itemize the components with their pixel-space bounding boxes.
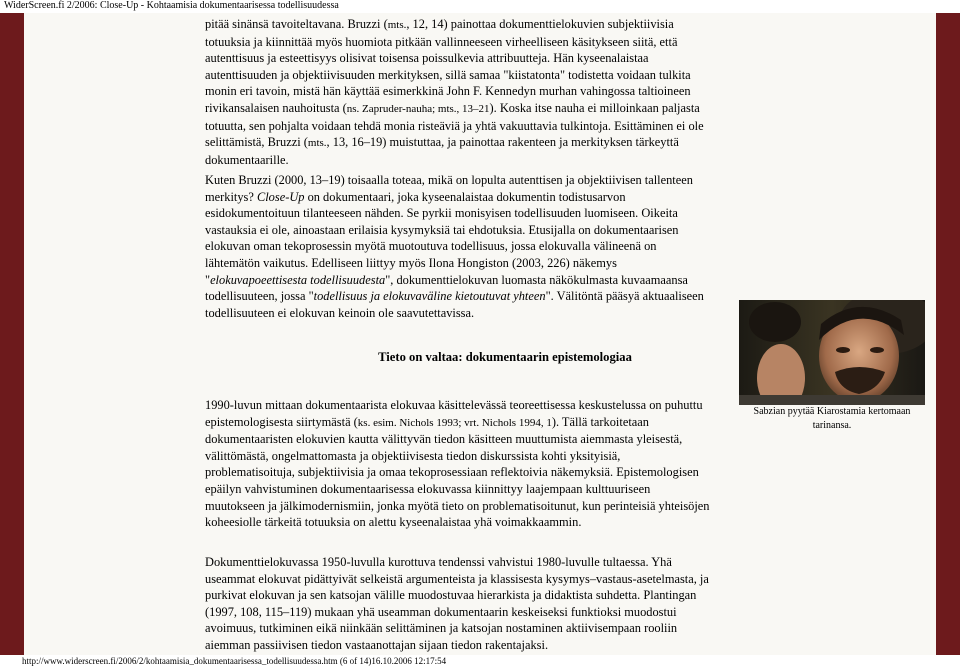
text: Dokumenttielokuvassa 1950-luvulla kurottuva tendenssi vahvistui 1980-luvulle tultaessa. Yhä useammat elokuvat pidättyivät selkeistä argumenteista ja klassisesta kysymys–vastaus-asetelmasta, ja purkivat elokuvan ja sen katsojan välille muodostuvaa hierarkista ja didaktista suhdetta. Plantingan (1997, 108, 115–119) mukaan yhä useamman dokumentaarin keskeiseksi funktioksi muodostui avoimuus, tutkiminen eikä niinkään selittäminen ja katsojan nostaminen aktiivisempaan rooliin aiemman passiivisen tiedon vastaanottajan sijaan tiedon rakentajaksi.: [205, 555, 709, 652]
text: ". Välitöntä pääsyä aktuaaliseen todellisuuteen ei elokuvan keinoin ole saavutettavissa.: [205, 289, 704, 320]
paragraph-2: [205, 172, 710, 321]
text: pitää sinänsä tavoiteltavana. Bruzzi (: [205, 17, 388, 31]
citation: mts.: [307, 137, 327, 150]
section-heading: Tieto on valtaa: dokumentaarin epistemologiaa: [378, 350, 632, 364]
page-footer-url: http://www.widerscreen.fi/2006/2/kohtaamisia_dokumentaarisessa_todellisuudessa.htm (6 of 14)16.10.2006 12:17:54: [0, 656, 960, 668]
text: on dokumentaari, joka kyseenalaistaa dokumentin todistusarvon esidokumentoituun tilanteeseen nähden. Se pyrkii monisyisen todellisuuden luomiseen. Oikeita vastauksia ei ole, ainoastaan erilaisia kysymyksiä tai ehdotuksia. Etusijalla on dokumentaarisen elokuvan oman tekoprosessin myötä muotoutuva todellisuus, jossa elokuvalla välineenä on lähtemätön vaikutus. Edelliseen liittyy myös Ilona Hongiston (2003, 226) näkemys ": [205, 189, 679, 287]
text: ). Koska itse nauha ei milloinkaan paljasta totuutta, sen pohjalta voidaan tehdä monia risteäviä ja yhtä vakuuttavia tulkintoja. Esittäminen ei ole selittämistä, Bruzzi (: [205, 100, 704, 150]
text: 1990-luvun mittaan dokumentaarista elokuvaa käsittelevässä teoreettisessa keskustelussa on puhuttu epistemologisesta siirtymästä (: [205, 398, 703, 429]
paragraph-4: [205, 554, 710, 654]
film-title: Close-Up: [256, 189, 305, 204]
paragraph-3: [205, 397, 710, 531]
text: ). Tällä tarkoitetaan dokumentaaristen elokuvien kautta välittyvän tiedon käsitteen muuttumista aiemmasta yleisestä, välittömästä, ongelmattomasta ja objektiivisesta tiedon diskurssista kohti yksityisiä, problematisoituja, subjektiivisia ja omaa tekoprosessiaan reflektoivia näkemyksiä. Epistemologisen epäilyn vahvistuminen dokumentaarisessa elokuvassa kiinnittyy laajempaan kulttuuriseen muutokseen ja jälkimodernismiin, jonka myötä tieto on problematisoitunut, kun perinteisiä yhteisöjen koheesiolle tärkeitä totuuksia on alettu kyseenalaistaa yhä voimakkaammin.: [205, 414, 710, 530]
text: , 13, 16–19) muistuttaa, ja painottaa rakenteen ja merkityksen tärkeyttä dokumentaarille.: [205, 135, 679, 167]
quote: elokuvapoeettisesta todellisuudesta: [210, 272, 386, 287]
text: ", dokumenttielokuvan luomasta näkökulmasta kuvaamaansa todellisuuteen, jossa ": [205, 272, 688, 304]
text: , 12, 14) painottaa dokumenttielokuvien subjektiivisia totuuksia ja kiinnittää myös huomiota pitkään vallinneeseen virheelliseen käsitykseen siitä, että autenttisuus ja esteettisyys olisivat toisensa poissulkevia attribuutteja. Hän kyseenalaistaa autenttisuuden ja objektiivisuuden merkityksen, sillä samaa "kiistatonta" todistetta voidaan tulkita monin eri tavoin, mistä hän käyttää esimerkkinä John F. Kennedyn murhan vahingossa taltioineen rivikansalaisen nauhoitusta (: [205, 17, 691, 115]
figure-caption: Sabzian pyytää Kiarostamia kertomaan tarinansa.: [753, 406, 911, 431]
film-still-image: [739, 300, 925, 405]
citation: ns. Zapruder-nauha; mts., 13–21: [346, 102, 490, 115]
citation: ks. esim. Nichols 1993; vrt. Nichols 1994, 1: [357, 416, 552, 429]
paragraph-1: [205, 16, 710, 168]
citation: mts.: [387, 19, 407, 31]
text: Kuten Bruzzi (2000, 13–19) toisaalla toteaa, mikä on lopulta autenttisen ja objektiivisen tallenteen merkitys?: [205, 173, 693, 204]
quote: todellisuus ja elokuvaväline kietoutuvat yhteen: [313, 289, 546, 304]
window-title: WiderScreen.fi 2/2006: Close-Up - Kohtaamisia dokumentaarisessa todellisuudessa: [4, 0, 339, 11]
